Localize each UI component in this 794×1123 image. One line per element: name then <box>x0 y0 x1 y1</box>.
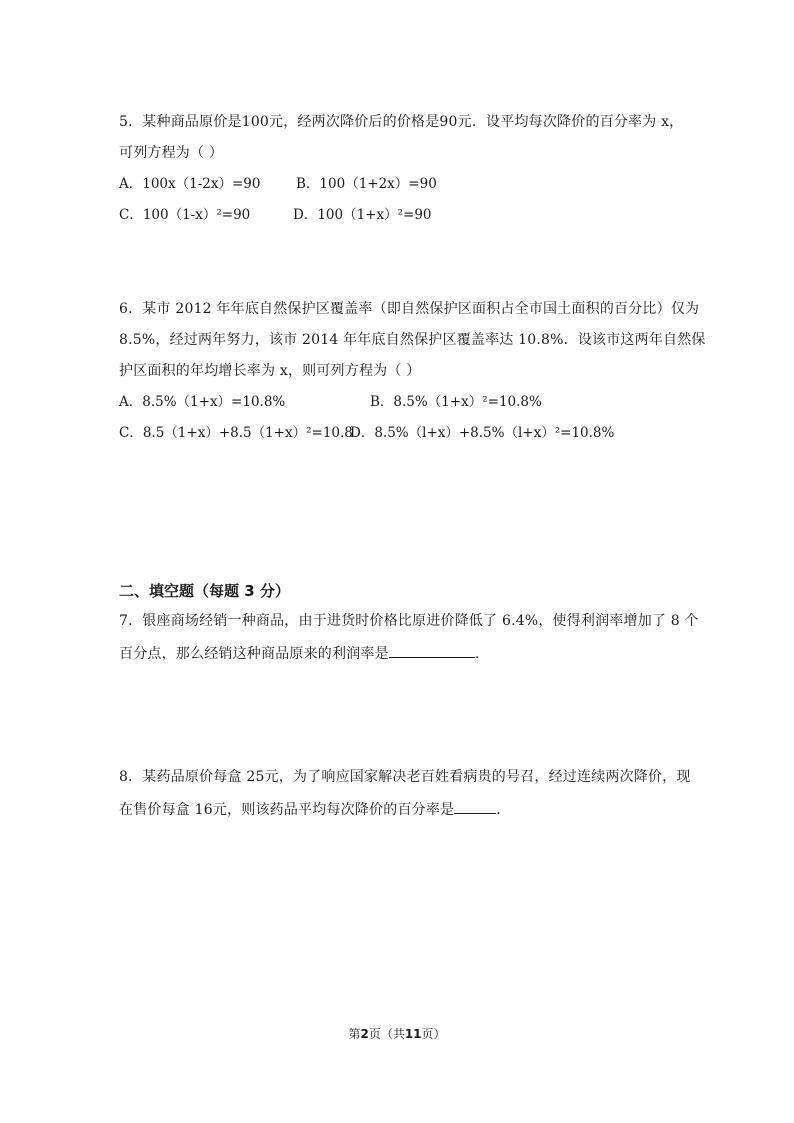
page-footer <box>0 1025 794 1042</box>
q5-option-c: C．100（1-x）²=90 <box>119 207 251 223</box>
q7-stem-line-2 <box>119 643 479 664</box>
q6-option-a: A．8.5%（1+x）=10.8% <box>119 394 286 410</box>
q6-option-c: C．8.5（1+x）+8.5（1+x）²=10.8 <box>119 425 353 441</box>
footer-page-label: 第 <box>348 1027 361 1041</box>
footer-total-pages: 11 <box>404 1027 422 1041</box>
q7-end-punct: . <box>474 646 480 662</box>
q6-option-b: B．8.5%（1+x）²=10.8% <box>370 394 542 410</box>
footer-page-mid: 页（共 <box>368 1027 405 1041</box>
q6-stem-line-2: 8.5%，经过两年努力，该市 2014 年年底自然保护区覆盖率达 10.8%．设该市这两年自然保 <box>119 332 706 348</box>
q7-stem-line-1: 7．银座商场经销一种商品，由于进货时价格比原进价降低了 6.4%，使得利润率增加了 8 个 <box>119 613 699 629</box>
q5-option-d: D．100（1+x）²=90 <box>293 207 432 223</box>
q5-stem-line-2: 可列方程为（ ） <box>119 145 224 161</box>
q6-stem-line-3: 护区面积的年均增长率为 x，则可列方程为（ ） <box>119 363 421 379</box>
q8-stem-line-2 <box>119 799 510 820</box>
q8-stem-line-1: 8．某药品原价每盒 25元，为了响应国家解决老百姓看病贵的号召，经过连续两次降价，现 <box>119 769 691 785</box>
footer-page-end: 页） <box>421 1027 446 1041</box>
q7-stem-text: 百分点，那么经销这种商品原来的利润率是 <box>119 646 389 662</box>
q5-option-a: A．100x（1-2x）=90 <box>119 176 261 192</box>
footer-page-number: 2 <box>360 1027 369 1041</box>
section-2-title: 二、填空题（每题 3 分） <box>119 582 290 600</box>
q6-option-d: D．8.5%（l+x）+8.5%（l+x）²=10.8% <box>350 425 615 441</box>
q8-stem-text: 在售价每盒 16元，则该药品平均每次降价的百分率是 <box>119 802 455 818</box>
q5-stem-line-1: 5．某种商品原价是100元，经两次降价后的价格是90元．设平均每次降价的百分率为 x， <box>119 114 684 130</box>
q8-answer-blank <box>454 799 496 814</box>
q6-stem-line-1: 6．某市 2012 年年底自然保护区覆盖率（即自然保护区面积占全市国土面积的百分比）仅为 <box>119 301 700 317</box>
q7-answer-blank <box>389 643 475 658</box>
q5-option-b: B．100（1+2x）=90 <box>296 176 437 192</box>
q8-end-punct: ． <box>496 802 511 818</box>
